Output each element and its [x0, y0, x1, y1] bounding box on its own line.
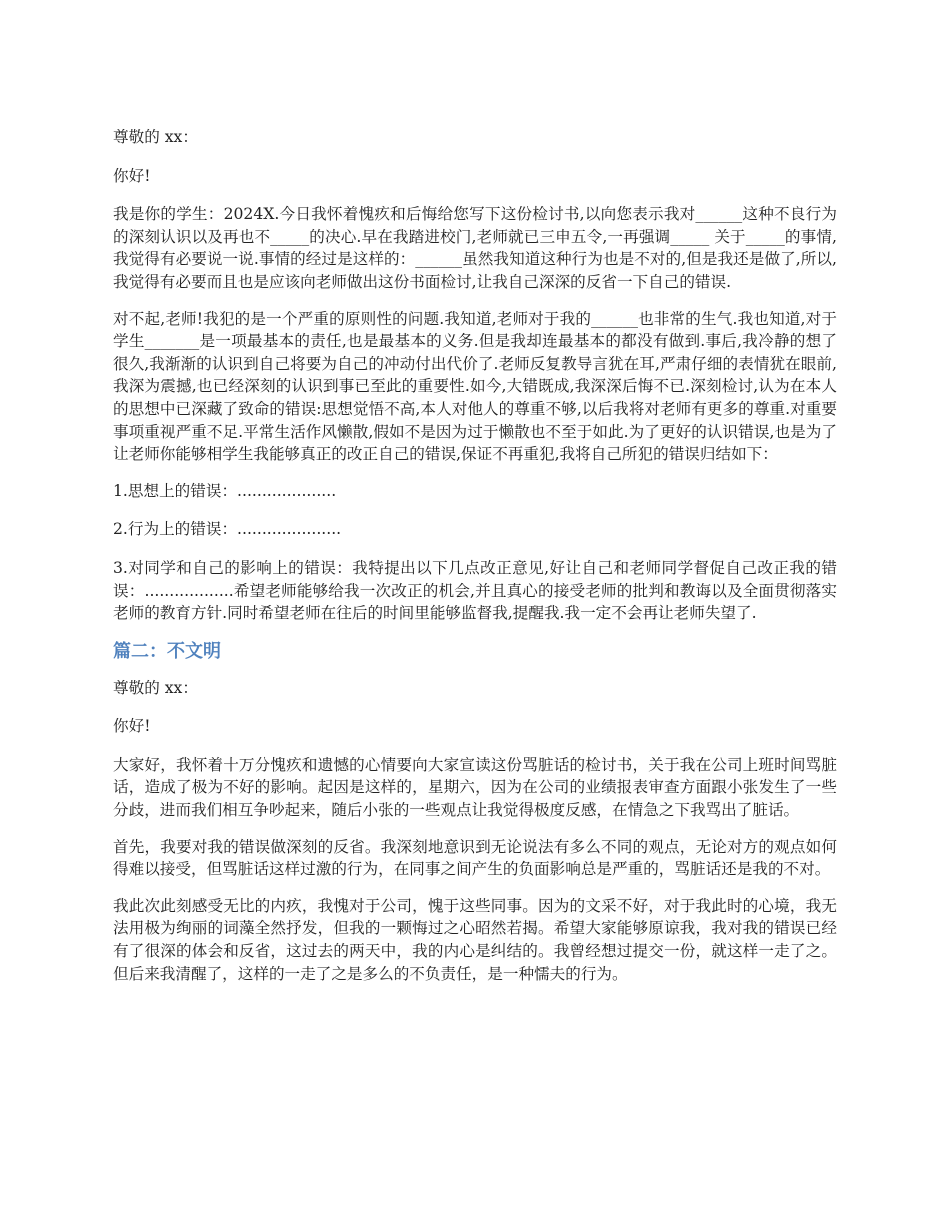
list-item: 2.行为上的错误：..................... — [113, 520, 342, 539]
greeting: 你好! — [113, 166, 151, 185]
salutation: 尊敬的 xx： — [113, 128, 198, 146]
list-item: 3.对同学和自己的影响上的错误：我特提出以下几点改正意见,好让自己和老师同学督促自己改正我的错误：..................希望老师能够给我一次改正的机会,并且真心的接受老师的批判和教诲以及全面贯彻落实老师的教育方针.同时希望老师在往后的时间里能够监督我,提醒我.我一定不会再让老师失望了. — [113, 558, 837, 623]
body-paragraph: 对不起,老师!我犯的是一个严重的原则性的问题.我知道,老师对于我的______也非常的生气.我也知道,对于学生_______是一项最基本的责任,也是最基本的义务.但是我却连最基本的都没有做到.事后,我冷静的想了很久,我渐渐的认识到自己将要为自己的冲动付出代价了.老师反复教导言犹在耳,严肃仔细的表情犹在眼前,我深为震撼,也已经深刻的认识到事已至此的重要性.如今,大错既成,我深深后悔不已.深刻检讨,认为在本人的思想中已深藏了致命的错误:思想觉悟不高,本人对他人的尊重不够,以后我将对老师有更多的尊重.对重要事项重视严重不足.平常生活作风懒散,假如不是因为过于懒散也不至于如此.为了更好的认识错误,也是为了让老师你能够相学生我能够真正的改正自己的错误,保证不再重犯,我将自己所犯的错误归结如下： — [113, 309, 837, 464]
list-item: 1.思想上的错误：.................... — [113, 481, 337, 500]
body-paragraph: 我此次此刻感受无比的内疚，我愧对于公司，愧于这些同事。因为的文采不好，对于我此时的心境，我无法用极为绚丽的词藻全然抒发，但我的一颗悔过之心昭然若揭。希望大家能够原谅我，我对我的错误已经有了很深的体会和反省，这过去的两天中，我的内心是纠结的。我曾经想过提交一份，就这样一走了之。但后来我清醒了，这样的一走了之是多么的不负责任，是一种懦夫的行为。 — [113, 896, 837, 983]
greeting: 你好! — [113, 717, 151, 736]
section-heading: 篇二：不文明 — [113, 640, 221, 662]
body-paragraph: 大家好，我怀着十万分愧疚和遗憾的心情要向大家宣读这份骂脏话的检讨书，关于我在公司上班时间骂脏话，造成了极为不好的影响。起因是这样的，星期六，因为在公司的业绩报表审查方面跟小张发生了一些分歧，进而我们相互争吵起来，随后小张的一些观点让我觉得极度反感，在情急之下我骂出了脏话。 — [113, 755, 837, 820]
salutation: 尊敬的 xx： — [113, 678, 198, 697]
body-paragraph: 首先，我要对我的错误做深刻的反省。我深刻地意识到无论说法有多么不同的观点，无论对方的观点如何得难以接受，但骂脏话这样过激的行为，在同事之间产生的负面影响总是严重的，骂脏话还是我的不对。 — [113, 837, 837, 879]
body-paragraph: 我是你的学生：2024X.今日我怀着愧疚和后悔给您写下这份检讨书,以向您表示我对______这种不良行为的深刻认识以及再也不_____的决心.早在我踏进校门,老师就已三申五令,一再强调_____ 关于_____的事情,我觉得有必要说一说.事情的经过是这样的：______虽然我知道这种行为也是不对的,但是我还是做了,所以,我觉得有必要而且也是应该向老师做出这份书面检讨,让我自己深深的反省一下自己的错误. — [113, 205, 837, 291]
document-page — [113, 126, 837, 999]
